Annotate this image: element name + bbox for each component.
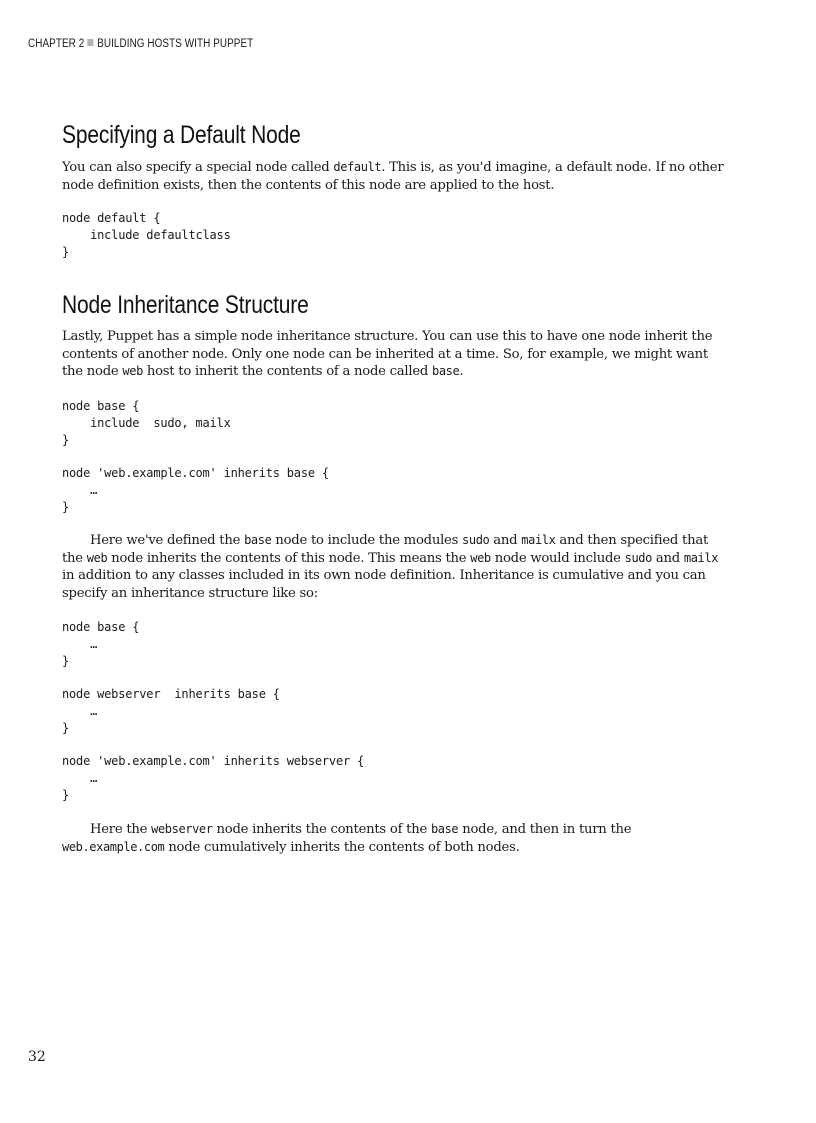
section-heading-inheritance: Node Inheritance Structure — [62, 291, 309, 319]
inline-code: web.example.com — [62, 839, 165, 854]
paragraph-inheritance-intro: Lastly, Puppet has a simple node inheritance structure. You can use this to have one node inherit the contents of another node. Only one node can be inherited at a time. So, for example, we might want the node web host to inherit the contents of a node called base. — [62, 329, 713, 379]
inline-code: base — [432, 364, 460, 378]
page-number: 32 — [28, 1049, 46, 1065]
inline-code: web — [86, 550, 108, 565]
code-block-base-web: node base { include sudo, mailx } node 'web.example.com' inherits base { … } — [62, 399, 329, 514]
header-separator-square — [88, 39, 94, 46]
inline-code: base — [244, 533, 272, 547]
code-block-default-node: node default { include defaultclass } — [62, 211, 231, 259]
paragraph-cumulative-inheritance: Here the webserver node inherits the contents of the base node, and then in turn the web.example.com node cumulatively inherits the contents of both nodes. — [62, 822, 632, 855]
inline-code: mailx — [521, 533, 556, 547]
section-heading-default-node: Specifying a Default Node — [62, 121, 301, 149]
inline-code: web — [122, 364, 143, 378]
inline-code: web — [470, 550, 491, 565]
inline-code: base — [430, 822, 459, 836]
inline-code: mailx — [683, 550, 719, 565]
inline-code: sudo — [462, 533, 490, 547]
inline-code: default — [333, 160, 382, 174]
chapter-label: CHAPTER 2 — [28, 38, 85, 50]
inline-code: webserver — [151, 822, 213, 836]
code-block-inheritance-chain: node base { … } node webserver inherits base { … } node 'web.example.com' inherits webserver { … } — [62, 620, 365, 802]
running-head — [28, 38, 253, 50]
inline-code: sudo — [624, 550, 652, 565]
paragraph-default-node: You can also specify a special node called default. This is, as you'd imagine, a default node. If no other node definition exists, then the contents of this node are applied to the host. — [62, 160, 724, 193]
paragraph-inheritance-explanation: Here we've defined the base node to include the modules sudo and mailx and then specified that the web node inherits the contents of this node. This means the web node would include sudo and mailx in addition to any classes included in its own node definition. Inheritance is cumulative and you can specify an inheritance structure like so: — [62, 533, 719, 601]
chapter-title: BUILDING HOSTS WITH PUPPET — [97, 38, 254, 50]
